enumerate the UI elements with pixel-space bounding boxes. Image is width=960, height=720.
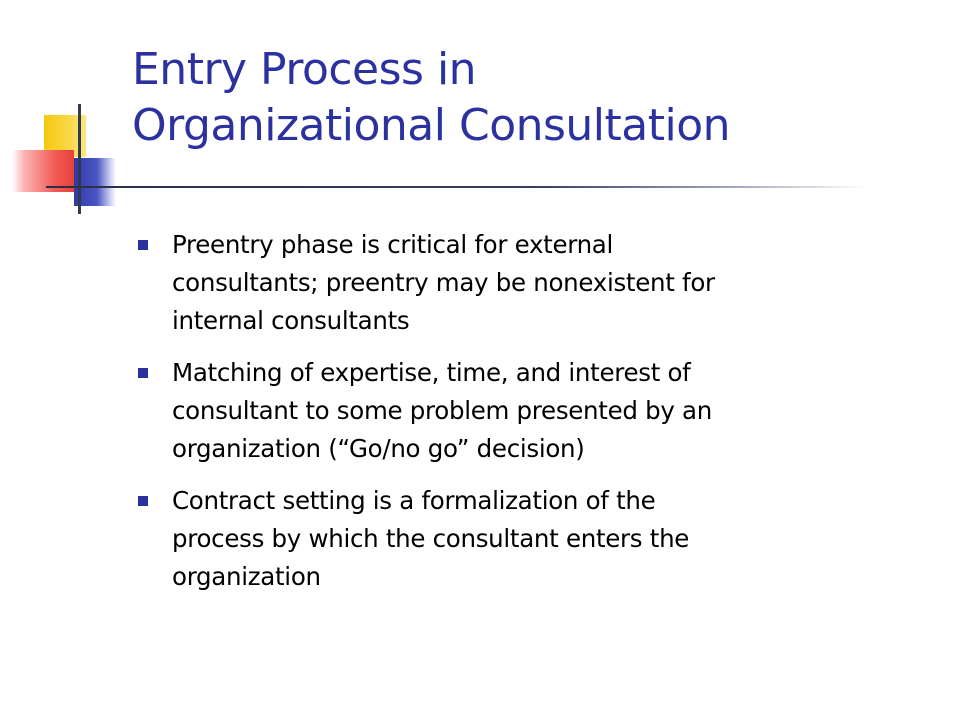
bullet-line: Preentry phase is critical for external [172,230,614,259]
bullet-item-matching [132,354,932,468]
slide-title-line-1: Entry Process in [132,44,477,95]
bullet-line: Matching of expertise, time, and interest of [172,358,691,387]
bullet-line: consultants; preentry may be nonexistent for [172,268,715,297]
bullet-line: organization (“Go/no go” decision) [172,434,585,463]
title-underline-divider [46,186,866,188]
bullet-item-contract [132,482,932,596]
bullet-line: process by which the consultant enters the [172,524,690,553]
square-bullet-icon [138,240,148,250]
bullet-line: Contract setting is a formalization of the [172,486,656,515]
bullet-line: consultant to some problem presented by an [172,396,712,425]
slide-title [132,42,932,154]
slide-title-line-2: Organizational Consultation [132,100,731,151]
bullet-line: organization [172,562,321,591]
bullet-line: internal consultants [172,306,410,335]
bullet-list [132,226,932,610]
bullet-item-preentry [132,226,932,340]
square-bullet-icon [138,496,148,506]
logo-vertical-line [78,104,81,214]
square-bullet-icon [138,368,148,378]
